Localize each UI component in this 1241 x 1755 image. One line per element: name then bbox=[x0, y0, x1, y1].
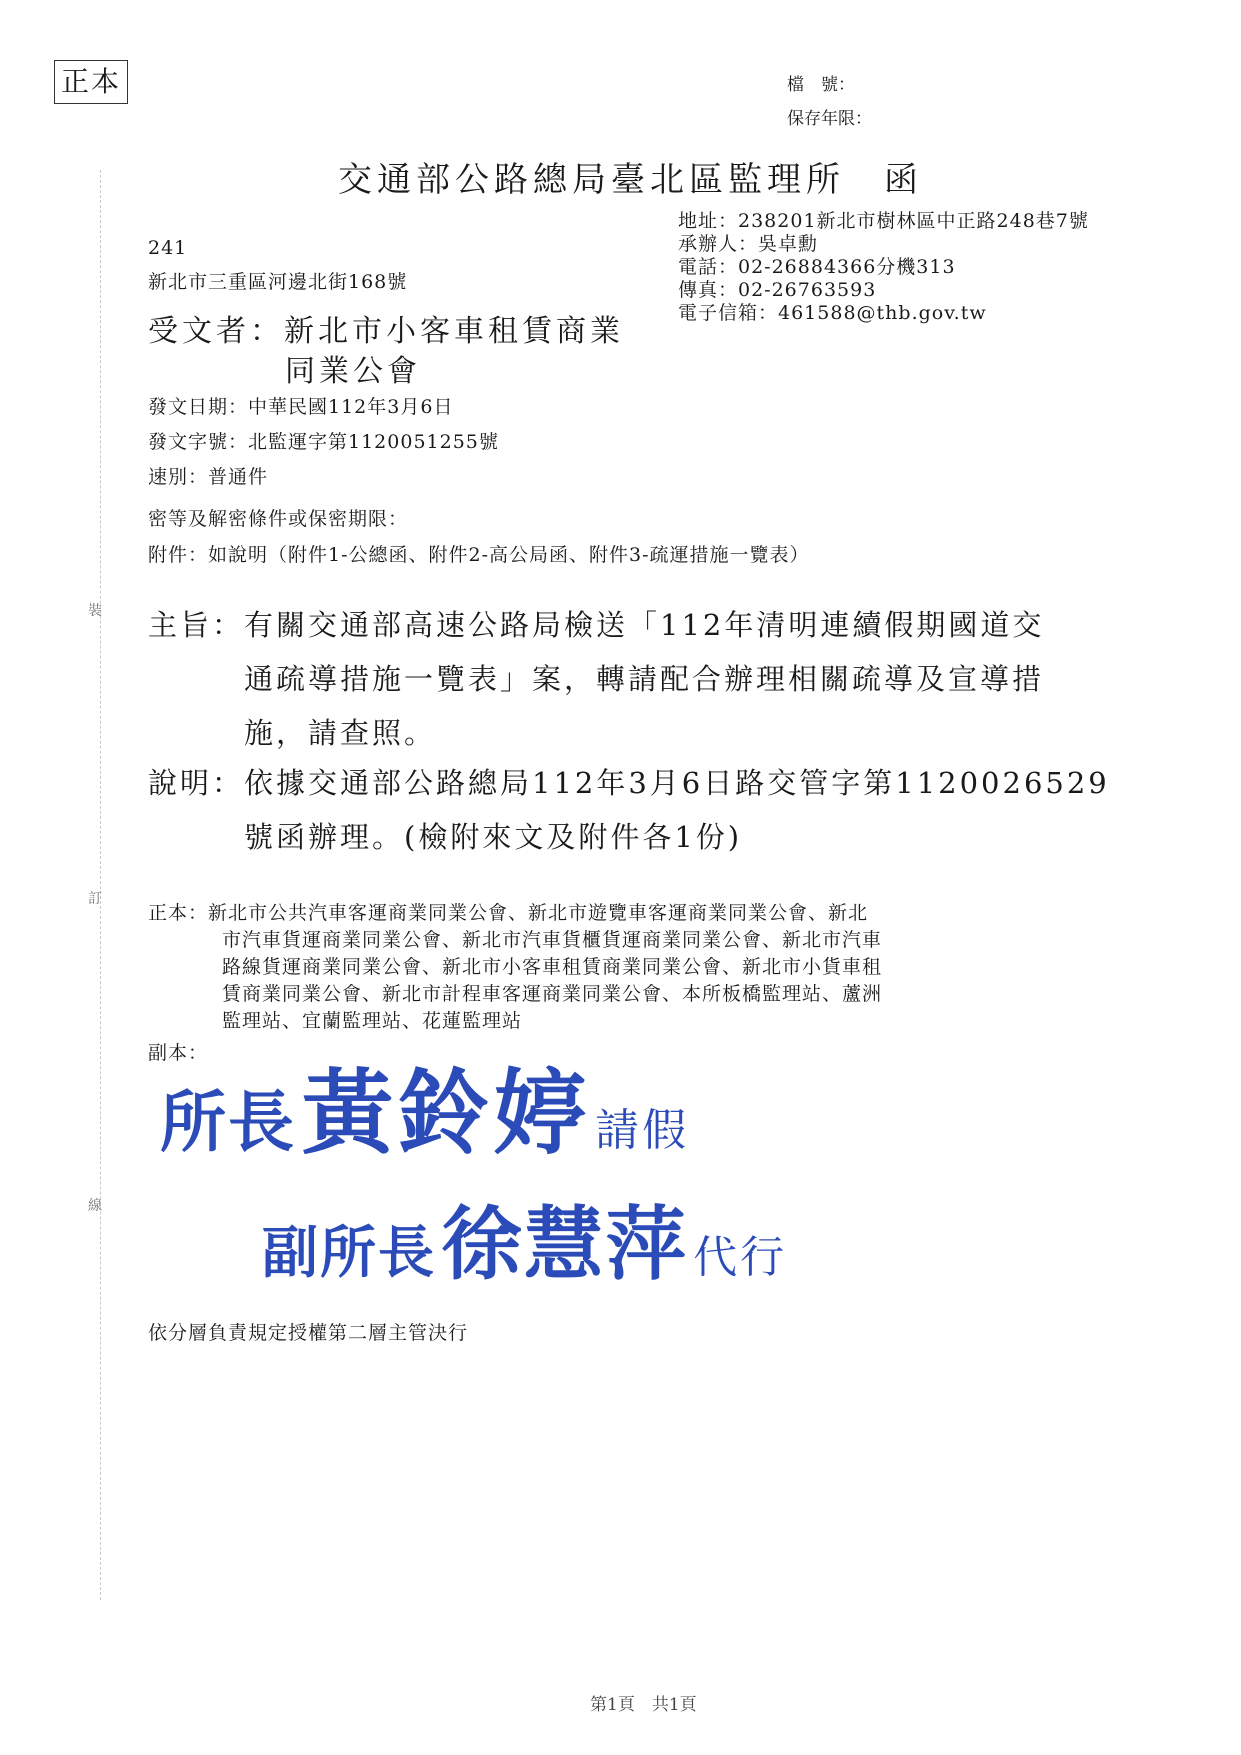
sender-address: 地址：238201新北市樹林區中正路248巷7號 bbox=[678, 210, 1089, 232]
document-title: 交通部公路總局臺北區監理所 函 bbox=[338, 160, 923, 200]
delivery-speed: 速別：普通件 bbox=[148, 466, 269, 488]
sender-block bbox=[678, 210, 1089, 325]
binding-margin-line bbox=[100, 170, 101, 1600]
signature-title-deputy: 副所長 bbox=[262, 1220, 436, 1286]
subject-line-2: 通疏導措施一覽表」案，轉請配合辦理相關疏導及宣導措 bbox=[244, 662, 1045, 696]
explanation-line-2: 號函辦理。(檢附來文及附件各1份) bbox=[244, 820, 743, 854]
copy-recipients-label: 副本： bbox=[148, 1042, 209, 1064]
signature-note-leave: 請假 bbox=[595, 1105, 690, 1156]
sender-fax: 傳真：02-26763593 bbox=[678, 279, 877, 301]
attachments-line: 附件：如說明（附件1-公總函、附件2-高公局函、附件3-疏運措施一覽表） bbox=[148, 544, 810, 566]
subject-section bbox=[148, 598, 1044, 760]
main-recipients-line-5: 監理站、宜蘭監理站、花蓮監理站 bbox=[222, 1010, 523, 1032]
main-recipients-line-2: 市汽車貨運商業同業公會、新北市汽車貨櫃貨運商業同業公會、新北市汽車 bbox=[222, 929, 883, 951]
retention-period-label: 保存年限： bbox=[787, 109, 872, 129]
recipient-name-line2: 同業公會 bbox=[285, 354, 421, 389]
signature-name-deputy: 徐慧萍 bbox=[441, 1197, 688, 1291]
secrecy-level: 密等及解密條件或保密期限： bbox=[148, 508, 409, 530]
signature-note-acting: 代行 bbox=[693, 1232, 788, 1283]
main-recipients-line-3: 路線貨運商業同業公會、新北市小客車租賃商業同業公會、新北市小貨車租 bbox=[222, 956, 883, 978]
recipient-name-line1: 受文者：新北市小客車租賃商業 bbox=[148, 314, 624, 349]
recipient-postcode: 241 bbox=[148, 237, 188, 259]
signature-title-director: 所長 bbox=[160, 1083, 296, 1161]
signature-stamp-deputy bbox=[262, 1180, 787, 1295]
page-footer: 第1頁 共1頁 bbox=[590, 1695, 697, 1715]
issue-number: 發文字號：北監運字第1120051255號 bbox=[148, 431, 499, 453]
sender-phone: 電話：02-26884366分機313 bbox=[678, 256, 956, 278]
main-recipients-line-4: 賃商業同業公會、新北市計程車客運商業同業公會、本所板橋監理站、蘆洲 bbox=[222, 983, 883, 1005]
copy-type-stamp: 正本 bbox=[54, 60, 128, 104]
main-recipients-line-1: 正本：新北市公共汽車客運商業同業公會、新北市遊覽車客運商業同業公會、新北 bbox=[148, 902, 869, 924]
margin-mark-line: 線 bbox=[88, 1198, 102, 1214]
margin-mark-bind: 裝 bbox=[88, 603, 102, 619]
file-number-label: 檔 號： bbox=[787, 75, 855, 95]
issue-date: 發文日期：中華民國112年3月6日 bbox=[148, 396, 454, 418]
signature-stamp-director bbox=[160, 1040, 689, 1172]
explanation-line-1: 說明：依據交通部公路總局112年3月6日路交管字第1120026529 bbox=[148, 766, 1110, 800]
recipient-address: 新北市三重區河邊北街168號 bbox=[148, 271, 408, 293]
sender-email: 電子信箱：461588@thb.gov.tw bbox=[678, 302, 987, 324]
subject-line-3: 施，請查照。 bbox=[244, 716, 437, 750]
signature-name-director: 黃鈴婷 bbox=[301, 1059, 590, 1167]
explanation-section bbox=[148, 756, 1110, 864]
sender-contact-person: 承辦人：吳卓勳 bbox=[678, 233, 819, 255]
authorization-note: 依分層負責規定授權第二層主管決行 bbox=[148, 1322, 469, 1344]
margin-mark-staple: 訂 bbox=[88, 891, 102, 907]
subject-line-1: 主旨：有關交通部高速公路局檢送「112年清明連續假期國道交 bbox=[148, 608, 1045, 642]
main-recipients bbox=[148, 900, 882, 1035]
